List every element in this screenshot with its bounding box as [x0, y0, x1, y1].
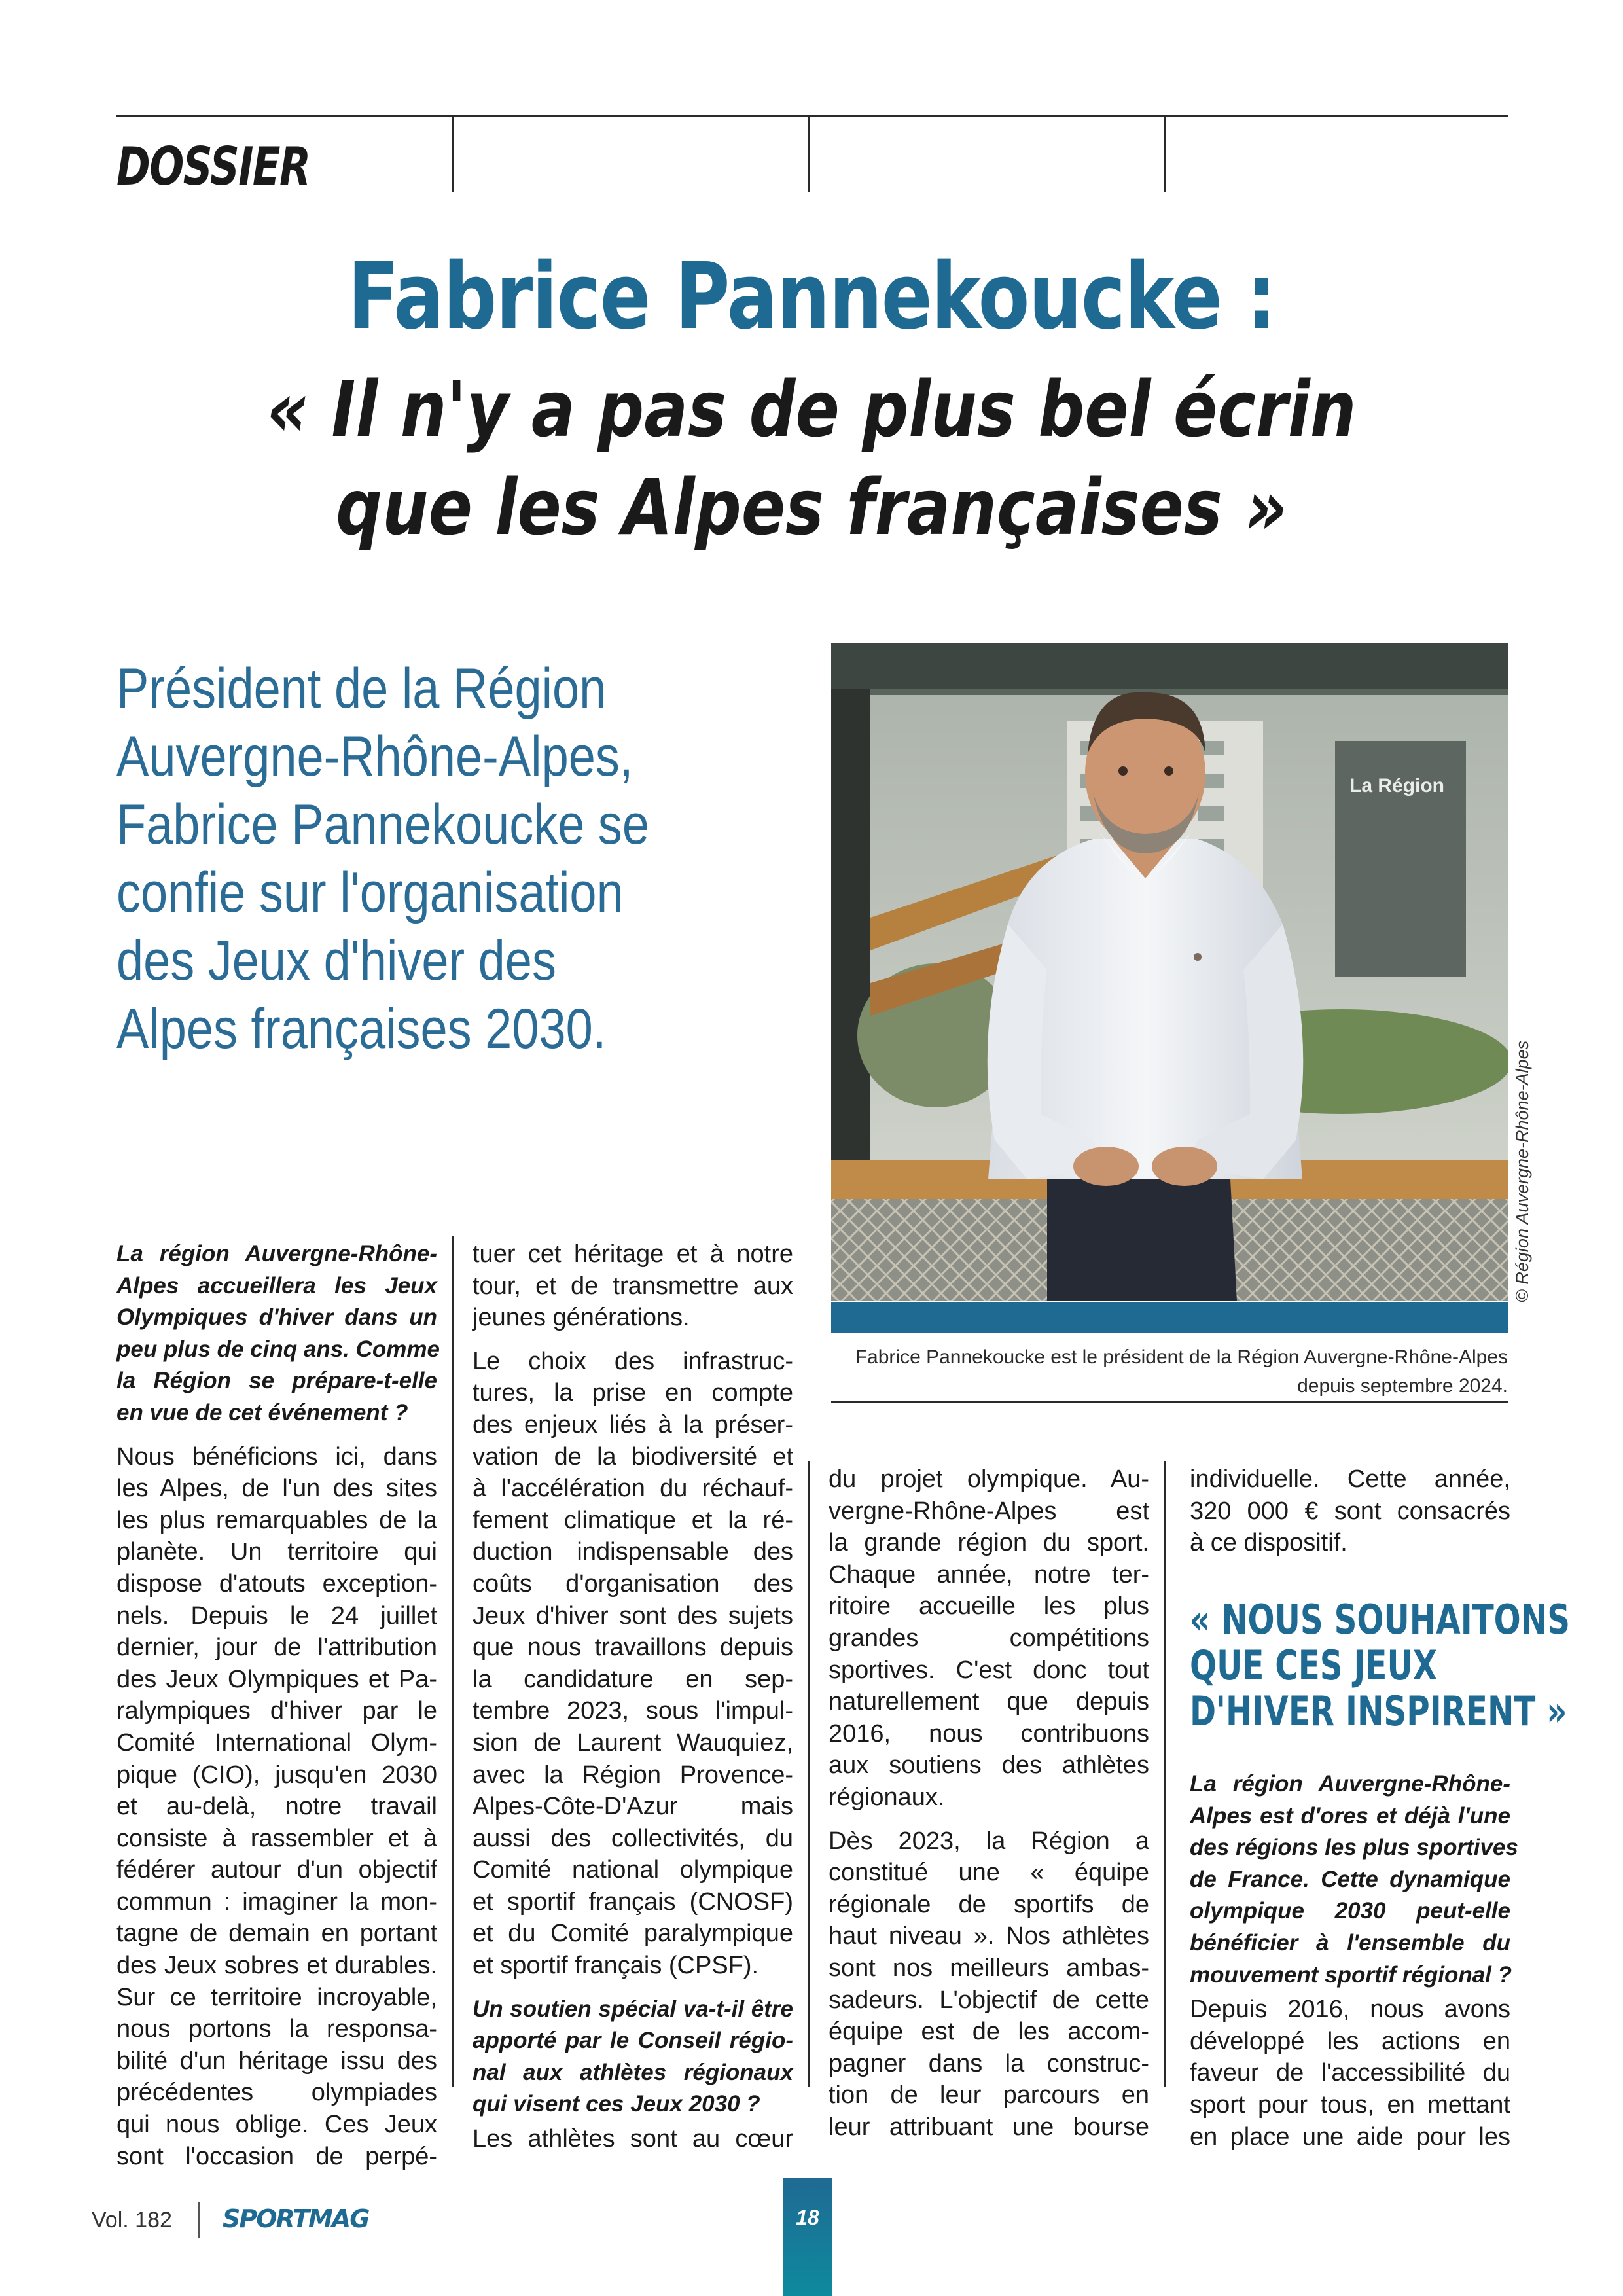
answer-line: des Jeux sobres et durables.: [116, 1952, 437, 1980]
answer-line: nels. Depuis le 24 juillet: [116, 1602, 437, 1630]
caption-line: Fabrice Pannekoucke est le président de la Région Auvergne-Rhône-Alpes: [855, 1346, 1508, 1368]
standfirst-line: Fabrice Pannekoucke se: [116, 793, 650, 856]
article-column-3: [829, 1463, 1149, 2143]
volume-number: Vol. 182: [92, 2208, 172, 2233]
answer-line: tion de leur parcours en: [829, 2081, 1149, 2109]
answer-line: tures, la prise en compte: [473, 1379, 793, 1407]
answer-line: naturellement que depuis: [829, 1688, 1149, 1716]
answer-line: jeunes générations.: [473, 1304, 690, 1332]
standfirst-line: Auvergne-Rhône-Alpes,: [116, 725, 633, 788]
answer-line: tuer cet héritage et à notre: [473, 1240, 793, 1268]
answer-line: fédérer autour d'un objectif: [116, 1856, 437, 1884]
photo-sign-text: La Région: [1349, 775, 1445, 797]
answer-line: développé les actions en: [1190, 2027, 1510, 2055]
answer-line: des enjeux liés à la préser-: [473, 1410, 793, 1439]
answer-line: fement climatique et la ré-: [473, 1506, 793, 1534]
interview-question: La région Auvergne-Rhône-: [1190, 1771, 1510, 1797]
interview-question: peu plus de cinq ans. Comme: [116, 1336, 440, 1362]
answer-line: Les athlètes sont au cœur: [473, 2125, 793, 2153]
answer-line: la grande région du sport.: [829, 1529, 1149, 1557]
answer-line: ritoire accueille les plus: [829, 1592, 1149, 1621]
answer-line: équipe est de les accom-: [829, 2018, 1149, 2046]
answer-line: la candidature en sep-: [473, 1665, 793, 1693]
answer-line: nous portons la responsa-: [116, 2015, 437, 2043]
answer-line: Sur ce territoire incroyable,: [116, 1983, 437, 2011]
answer-line: à ce dispositif.: [1190, 1529, 1347, 1557]
answer-line: pagner dans la construc-: [829, 2049, 1149, 2077]
answer-line: et sportif français (CPSF).: [473, 1952, 759, 1980]
answer-line: régionaux.: [829, 1783, 945, 1811]
column-divider: [1164, 1461, 1166, 2087]
article-column-4: [1190, 1463, 1510, 1559]
answer-line: Dès 2023, la Région a: [829, 1827, 1149, 1855]
answer-line: Alpes-Côte-D'Azur mais: [473, 1793, 793, 1821]
answer-line: tagne de demain en portant: [116, 1920, 437, 1948]
interview-question: en vue de cet événement ?: [116, 1399, 408, 1426]
answer-line: dernier, jour de l'attribution: [116, 1634, 437, 1662]
answer-line: sadeurs. L'objectif de cette: [829, 1986, 1149, 2014]
answer-line: sont l'occasion de perpé-: [116, 2142, 437, 2170]
interview-question: apporté par le Conseil régio-: [473, 2028, 793, 2054]
photo-caption: [831, 1343, 1508, 1401]
article-column-4-continued: [1190, 1768, 1518, 2153]
answer-line: en place une aide pour les: [1190, 2123, 1510, 2151]
header-rule: [116, 115, 1508, 117]
answer-line: et du Comité paralympique: [473, 1920, 793, 1948]
photo-caption-band: [831, 1302, 1508, 1333]
answer-line: sport pour tous, en mettant: [1190, 2090, 1510, 2119]
answer-line: Depuis 2016, nous avons: [1190, 1996, 1510, 2024]
answer-line: faveur de l'accessibilité du: [1190, 2059, 1510, 2087]
subheading-line: « NOUS SOUHAITONS: [1190, 1596, 1571, 1643]
section-label: DOSSIER: [116, 136, 310, 197]
interview-question: Alpes est d'ores et déjà l'une: [1190, 1803, 1510, 1829]
standfirst: [116, 655, 650, 1063]
answer-line: 320 000 € sont consacrés: [1190, 1497, 1510, 1525]
answer-line: Chaque année, notre ter-: [829, 1560, 1149, 1588]
interview-question: qui visent ces Jeux 2030 ?: [473, 2091, 760, 2117]
answer-line: consiste à rassembler et à: [116, 1824, 437, 1852]
header-divider: [1164, 115, 1166, 192]
answer-line: grandes compétitions: [829, 1624, 1149, 1652]
article-column-1: [116, 1238, 440, 2172]
article-quote-line-1: « Il n'y a pas de plus bel écrin: [266, 364, 1357, 454]
interview-question: bénéficier à l'ensemble du: [1190, 1929, 1510, 1956]
answer-line: individuelle. Cette année,: [1190, 1465, 1510, 1493]
answer-line: bilité d'un héritage issu des: [116, 2047, 437, 2075]
answer-line: les plus remarquables de la: [116, 1506, 437, 1534]
standfirst-line: des Jeux d'hiver des: [116, 929, 556, 992]
answer-line: aussi des collectivités, du: [473, 1824, 793, 1852]
column-divider: [808, 1461, 810, 2087]
subheading-line: D'HIVER INSPIRENT »: [1190, 1687, 1567, 1735]
interview-question: olympique 2030 peut-elle: [1190, 1898, 1510, 1924]
answer-line: 2016, nous contribuons: [829, 1719, 1149, 1748]
magazine-logo: SPORTMAG: [223, 2204, 369, 2233]
answer-line: planète. Un territoire qui: [116, 1538, 437, 1566]
standfirst-line: confie sur l'organisation: [116, 861, 624, 924]
answer-line: commun : imaginer la mon-: [116, 1888, 437, 1916]
interview-question: des régions les plus sportives: [1190, 1835, 1518, 1861]
caption-line: depuis septembre 2024.: [1297, 1375, 1508, 1397]
answer-line: haut niveau ». Nos athlètes: [829, 1922, 1149, 1950]
answer-line: leur attribuant une bourse: [829, 2113, 1149, 2141]
standfirst-line: Président de la Région: [116, 657, 607, 720]
column-divider: [452, 1236, 454, 2087]
answer-line: coûts d'organisation des: [473, 1570, 793, 1598]
subheading: [1190, 1597, 1570, 1734]
page-number: 18: [796, 2206, 819, 2229]
answer-line: pique (CIO), jusqu'en 2030: [116, 1761, 437, 1789]
answer-line: Nous bénéficions ici, dans: [116, 1443, 437, 1471]
caption-rule: [831, 1401, 1508, 1403]
article-quote-line-2: que les Alpes françaises »: [336, 462, 1287, 552]
interview-question: Olympiques d'hiver dans un: [116, 1304, 437, 1331]
answer-line: sion de Laurent Wauquiez,: [473, 1729, 793, 1757]
answer-line: duction indispensable des: [473, 1538, 793, 1566]
answer-line: des Jeux Olympiques et Pa-: [116, 1665, 437, 1693]
answer-line: vation de la biodiversité et: [473, 1443, 793, 1471]
answer-line: et au-delà, notre travail: [116, 1793, 437, 1821]
footer-divider: [198, 2202, 200, 2238]
article-title: Fabrice Pannekoucke :: [348, 243, 1275, 350]
photo-credit: © Région Auvergne-Rhône-Alpes: [1512, 1040, 1532, 1302]
interview-question: mouvement sportif régional ?: [1190, 1962, 1512, 1988]
answer-line: à l'accélération du réchauf-: [473, 1475, 793, 1503]
answer-line: qui nous oblige. Ces Jeux: [116, 2111, 437, 2139]
portrait-illustration: [831, 643, 1508, 1301]
answer-line: et sportif français (CNOSF): [473, 1888, 793, 1916]
interview-question: La région Auvergne-Rhône-: [116, 1241, 437, 1266]
interview-question: Un soutien spécial va-t-il être: [473, 1996, 793, 2022]
answer-line: Le choix des infrastruc-: [473, 1347, 793, 1375]
answer-line: du projet olympique. Au-: [829, 1465, 1149, 1493]
page-tab: [783, 2178, 832, 2296]
answer-line: tour, et de transmettre aux: [473, 1272, 793, 1300]
interview-question: de France. Cette dynamique: [1190, 1866, 1510, 1892]
answer-line: constitué une « équipe: [829, 1859, 1149, 1887]
answer-line: Jeux d'hiver sont des sujets: [473, 1602, 793, 1630]
answer-line: dispose d'atouts exception-: [116, 1570, 437, 1598]
answer-line: régionale de sportifs de: [829, 1890, 1149, 1918]
interview-question: la Région se prépare-t-elle: [116, 1368, 437, 1394]
answer-line: tembre 2023, sous l'impul-: [473, 1697, 793, 1725]
article-column-2: [473, 1238, 793, 2155]
interview-question: Alpes accueillera les Jeux: [116, 1272, 437, 1299]
standfirst-line: Alpes françaises 2030.: [116, 997, 607, 1060]
answer-line: Comité national olympique: [473, 1856, 793, 1884]
answer-line: précédentes olympiades: [116, 2079, 437, 2107]
answer-line: les Alpes, de l'un des sites: [116, 1475, 437, 1503]
subheading-line: QUE CES JEUX: [1190, 1641, 1438, 1689]
answer-line: avec la Région Provence-: [473, 1761, 793, 1789]
interview-question: nal aux athlètes régionaux: [473, 2059, 793, 2085]
header-divider: [808, 115, 810, 192]
portrait-photo: [831, 643, 1508, 1301]
answer-line: sont nos meilleurs ambas-: [829, 1954, 1149, 1982]
answer-line: que nous travaillons depuis: [473, 1634, 793, 1662]
answer-line: vergne-Rhône-Alpes est: [829, 1497, 1149, 1525]
header-divider: [452, 115, 454, 192]
answer-line: ralympiques d'hiver par le: [116, 1697, 437, 1725]
answer-line: Comité International Olym-: [116, 1729, 437, 1757]
answer-line: sportives. C'est donc tout: [829, 1656, 1149, 1684]
answer-line: aux soutiens des athlètes: [829, 1751, 1149, 1780]
